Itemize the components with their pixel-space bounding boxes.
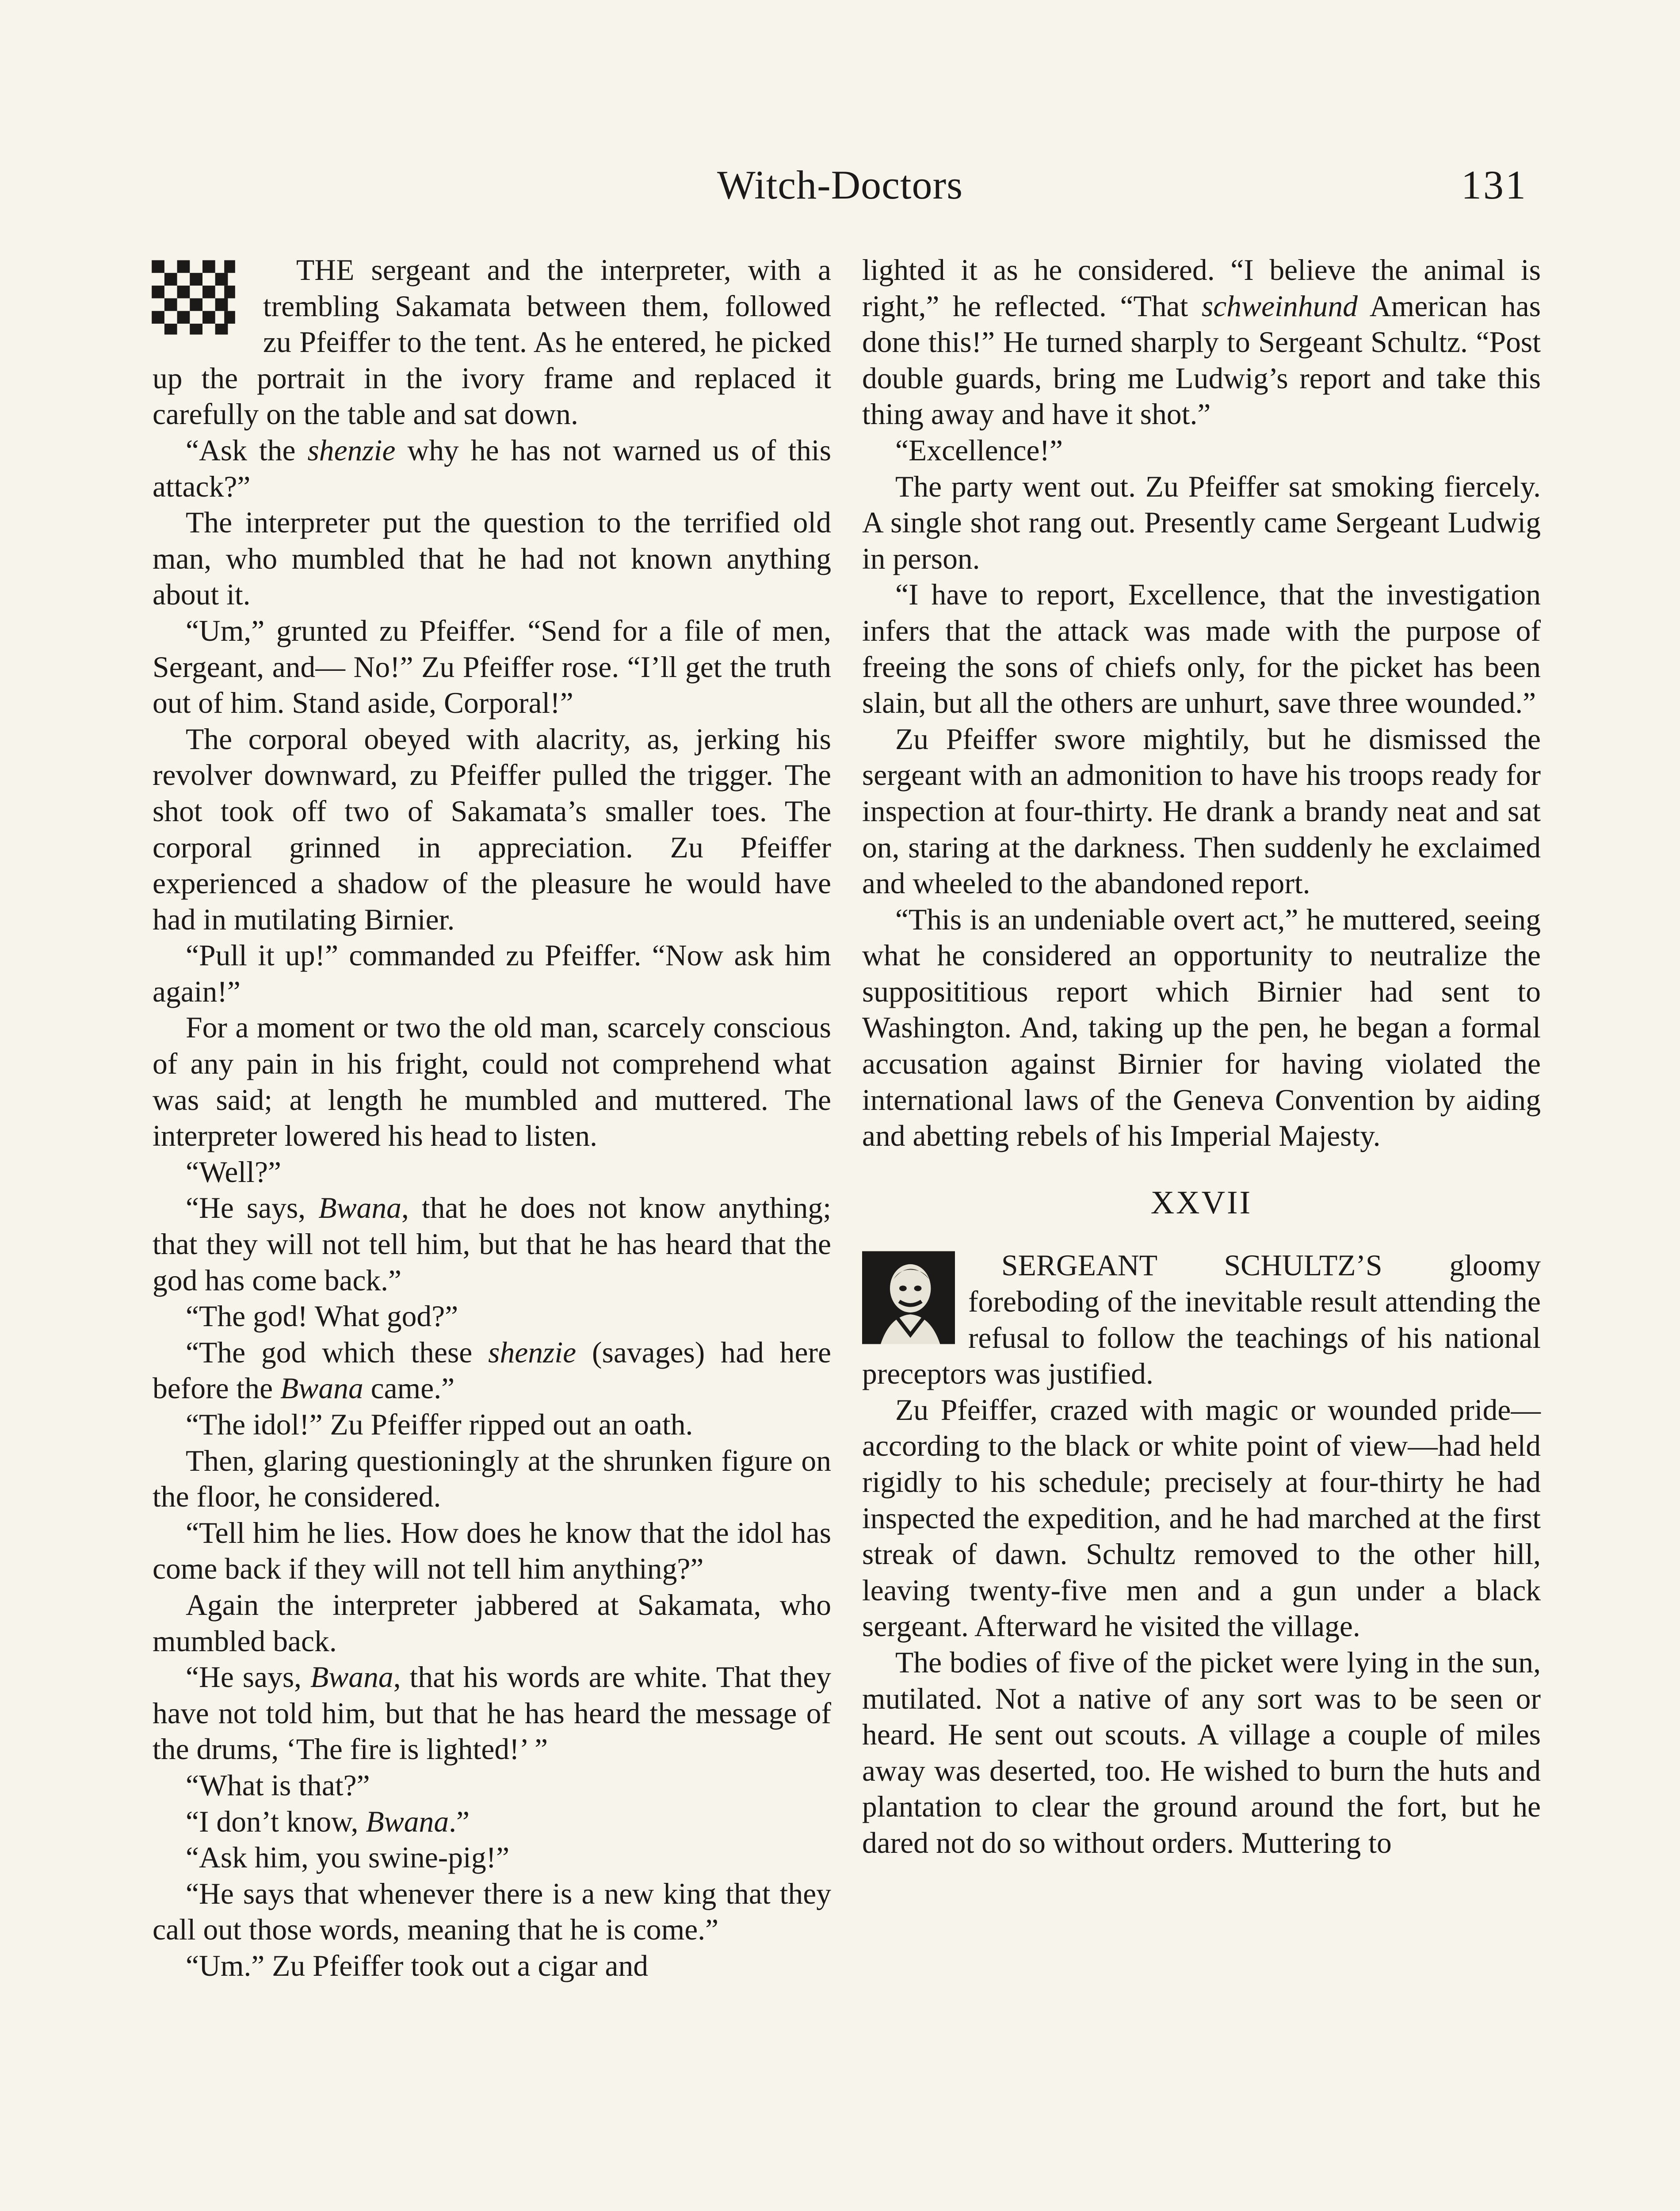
paragraph: The party went out. Zu Pfeiffer sat smoking fiercely. A single shot rang out. Presently came Sergeant Ludwig in person. <box>862 470 1541 575</box>
paragraph: The bodies of five of the picket were lying in the sun, mutilated. Not a native of any sort was to be seen or heard. He sent out scouts. A village a couple of miles away was deserted, too. He wished to burn the huts and plantation to clear the ground around the fort, but he dared not do so without orders. Muttering to <box>862 1645 1541 1859</box>
paragraph: “Excellence!” <box>895 433 1063 467</box>
chapter-opening-paragraph <box>862 1247 1541 1392</box>
page-number: 131 <box>1461 162 1527 207</box>
right-column <box>862 252 1541 1861</box>
paragraph: Then, glaring questioningly at the shrunken figure on the floor, he considered. <box>153 1444 831 1514</box>
paragraph: The interpreter put the question to the terrified old man, who mumbled that he had not known anything about it. <box>153 506 831 612</box>
paragraph: “I have to report, Excellence, that the investigation infers that the attack was made with the purpose of freeing the sons of chiefs only, for the picket has been slain, but all the others are unhurt, save three wounded.” <box>862 578 1541 720</box>
continued-paragraph: lighted it as he considered. “I believe the animal is right,” he reflected. “That schweinhund American has done this!” He turned sharply to Sergeant Schultz. “Post double guards, bring me Ludwig’s report and take this thing away and have it shot.” <box>862 253 1541 431</box>
paragraph: “I don’t know, Bwana.” <box>186 1805 470 1838</box>
paragraph: “He says, Bwana, that he does not know anything; that they will not tell him, but that he has heard that the god has come back.” <box>153 1191 831 1297</box>
portrait-illustration-icon <box>862 1250 955 1345</box>
paragraph: “What is that?” <box>186 1768 370 1802</box>
chapter-heading: XXVII <box>1150 1184 1252 1221</box>
paragraph: “Well?” <box>186 1155 281 1189</box>
paragraph: Zu Pfeiffer swore mightily, but he dismissed the sergeant with an admonition to have his troops ready for inspection at four-thirty. He drank a brandy neat and sat on, staring at the darkness. Then suddenly he exclaimed and wheeled to the abandoned report. <box>862 722 1541 900</box>
opening-text: THE sergeant and the interpreter, with a trembling Sakamata between them, followed zu Pfeiffer to the tent. As he entered, he picked up the portrait in the ivory frame and replaced it carefully on the table and sat down. <box>153 253 831 431</box>
paragraph: “Ask him, you swine-pig!” <box>186 1841 510 1874</box>
paragraph: “He says that whenever there is a new king that they call out those words, meaning that he is come.” <box>153 1877 831 1947</box>
paragraph: “This is an undeniable overt act,” he muttered, seeing what he considered an opportunity to neutralize the supposititious report which Birnier had sent to Washington. And, taking up the pen, he began a formal accusation against Birnier for having violated the international laws of the Geneva Convention by aiding and abetting rebels of his Imperial Majesty. <box>862 903 1541 1153</box>
paragraph: “Ask the shenzie why he has not warned us of this attack?” <box>153 433 832 503</box>
checkered-ornament-icon <box>148 256 239 338</box>
chapter-opening-text: SERGEANT SCHULTZ’S gloomy foreboding of the inevitable result attending the refusal to follow the teachings of his national preceptors was justified. <box>862 1249 1541 1391</box>
paragraph: Zu Pfeiffer, crazed with magic or wounded pride—according to the black or white point of view—had held rigidly to his schedule; precisely at four-thirty he had inspected the expedition, and he had marched at the first streak of dawn. Schultz removed to the other hill, leaving twenty-five men and a gun under a black sergeant. Afterward he visited the village. <box>862 1393 1541 1643</box>
opening-paragraph <box>153 252 831 432</box>
paragraph: The corporal obeyed with alacrity, as, jerking his revolver downward, zu Pfeiffer pulled the trigger. The shot took off two of Sakamata’s smaller toes. The corporal grinned in appreciation. Zu Pfeiffer experienced a shadow of the pleasure he would have had in mutilating Birnier. <box>153 722 831 936</box>
paragraph: “He says, Bwana, that his words are white. That they have not told him, but that he has heard the message of the drums, ‘The fire is lighted!’ ” <box>153 1660 831 1766</box>
left-column <box>153 252 831 1984</box>
paragraph: “Um,” grunted zu Pfeiffer. “Send for a file of men, Sergeant, and— No!” Zu Pfeiffer rose. “I’ll get the truth out of him. Stand aside, Corporal!” <box>153 614 831 720</box>
paragraph: For a moment or two the old man, scarcely conscious of any pain in his fright, could not comprehend what was said; at length he mumbled and muttered. The interpreter lowered his head to listen. <box>153 1011 831 1153</box>
paragraph: “The idol!” Zu Pfeiffer ripped out an oath. <box>186 1408 693 1441</box>
paragraph: “Um.” Zu Pfeiffer took out a cigar and <box>186 1949 649 1982</box>
running-head <box>0 161 1680 210</box>
paragraph: Again the interpreter jabbered at Sakamata, who mumbled back. <box>153 1588 831 1658</box>
paragraph: “The god! What god?” <box>186 1300 458 1333</box>
paragraph: “Tell him he lies. How does he know that the idol has come back if they will not tell him anything?” <box>153 1516 831 1586</box>
paragraph: “Pull it up!” commanded zu Pfeiffer. “Now ask him again!” <box>153 939 831 1008</box>
running-title: Witch-Doctors <box>717 162 963 207</box>
paragraph: “The god which these shenzie (savages) had here before the Bwana came.” <box>153 1335 831 1405</box>
